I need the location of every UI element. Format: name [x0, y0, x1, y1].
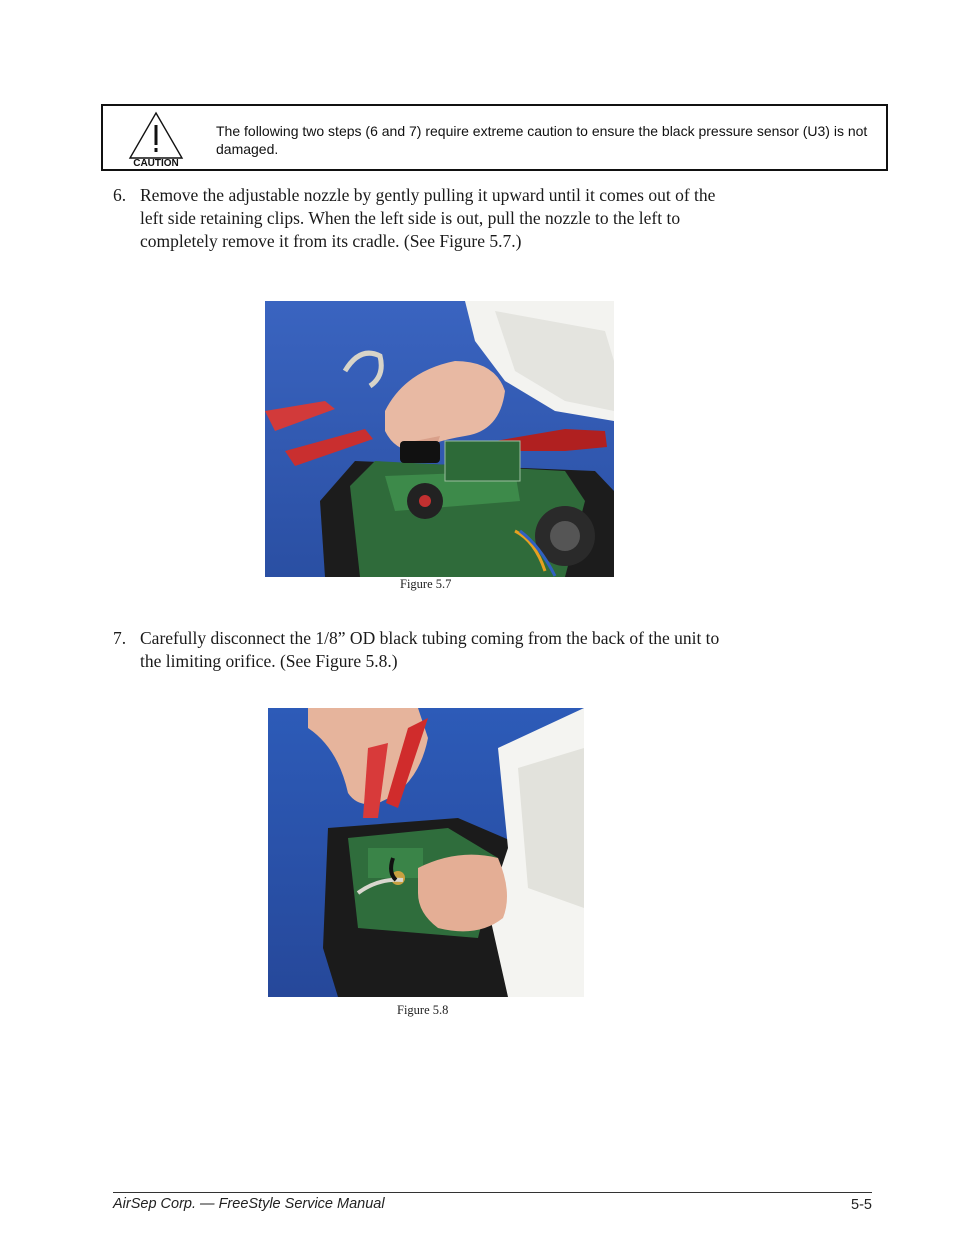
step-text: Remove the adjustable nozzle by gently pulling it upward until it comes out of the left side retaining clips. When the left side is out, pull the nozzle to the left to completely remove it from its cradle. (See Figure 5.7.) [140, 185, 716, 251]
figure-5-8-photo [268, 708, 584, 997]
page-number: 5-5 [851, 1197, 872, 1213]
step-number: 7. [113, 628, 127, 648]
figure-caption: Figure 5.8 [397, 1003, 449, 1017]
caution-label: CAUTION [133, 158, 179, 167]
caution-box [101, 104, 888, 171]
step-number: 6. [113, 185, 127, 205]
figure-5-7-photo [265, 301, 614, 577]
footer-title: AirSep Corp. — FreeStyle Service Manual [113, 1196, 385, 1212]
step-text: Carefully disconnect the 1/8” OD black tubing coming from the back of the unit to the limiting orifice. (See Figure 5.8.) [140, 628, 720, 671]
footer-rule [113, 1192, 872, 1193]
caution-text: The following two steps (6 and 7) require extreme caution to ensure the black pressure sensor (U3) is not damaged. [216, 123, 868, 157]
step-7 [113, 627, 733, 673]
step-6 [113, 184, 733, 253]
warning-triangle-icon [127, 111, 185, 167]
figure-caption: Figure 5.7 [400, 577, 452, 591]
